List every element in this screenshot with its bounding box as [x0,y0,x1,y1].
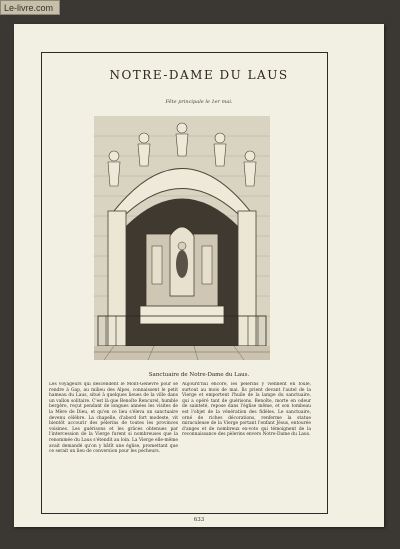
document-page [14,24,384,527]
page-title: NOTRE-DAME DU LAUS [109,68,289,82]
sanctuary-illustration [94,116,270,360]
text-column-right: Aujourd'hui encore, les pèlerins y viennent en foule, surtout au mois de mai. Ils prient devant l'autel de la Vierge et emportent l'huile de la lampe du sanctuaire, qui a opéré tant de guérisons. Benoîte, morte en odeur de sainteté, repose dans l'église même, et son tombeau est l'objet de la vénération des fidèles. Le sanctuaire, orné de riches décorations, renferme la statue miraculeuse de la Vierge portant l'enfant Jésus, entourée d'anges et de nombreux ex-voto qui témoignent de la reconnaissance des pèlerins envers Notre-Dame du Laus. [182,382,311,438]
page-subtitle: Fête principale le 1er mai. [165,99,233,105]
illustration-caption: Sanctuaire de Notre-Dame du Laus. [148,372,250,378]
text-column-left: Les voyageurs qui descendent le Mont-Genèvre pour se rendre à Gap, au milieu des Alpes, connaissent le petit hameau du Laus, situé à quelques lieues de la ville dans un vallon solitaire. C'est là que Benoîte Rencurel, humble bergère, reçut pendant de longues années les visites de la Mère de Dieu, et qu'en ce lieu s'éleva un sanctuaire devenu célèbre. La chapelle, d'abord fort modeste, vit bientôt accourir des pèlerins de toutes les provinces voisines. Les guérisons et les grâces obtenues par l'intercession de la Vierge furent si nombreuses que la renommée du Laus s'étendit au loin. La Vierge elle-même avait demandé qu'on y bâtît une église, promettant que ce serait un lieu de conversion pour les pécheurs. [49,382,178,455]
page-number: 633 [193,517,205,523]
site-badge[interactable]: Le-livre.com [0,0,60,15]
